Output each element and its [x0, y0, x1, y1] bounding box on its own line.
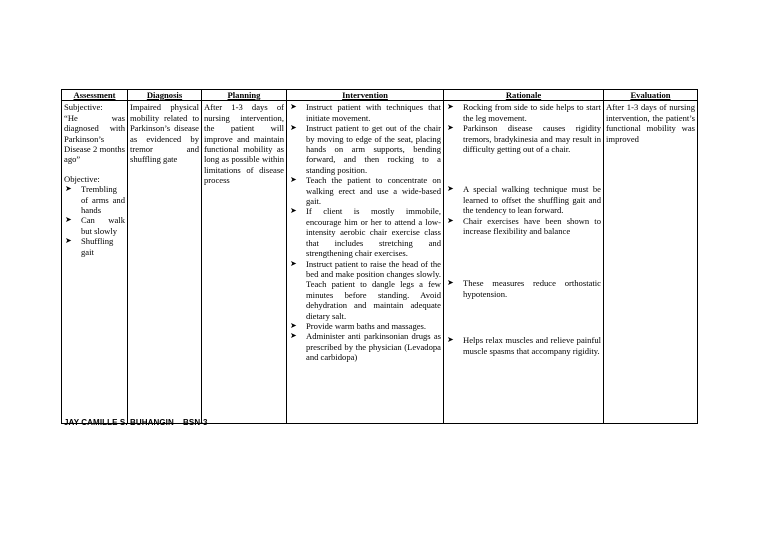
arrow-bullet-icon: ➤ — [290, 258, 297, 268]
list-item: ➤ Chair exercises have been shown to increase flexibility and balance — [447, 215, 601, 237]
list-item: ➤ Parkinson disease causes rigidity tremors, bradykinesia and may result in difficulty getting out of a chair. — [447, 123, 601, 155]
list-item: ➤ Administer anti parkinsonian drugs as prescribed by the physician (Levadopa and carbidopa) — [290, 331, 441, 363]
nursing-care-plan-table — [61, 89, 698, 424]
footer — [64, 418, 208, 427]
list-item: ➤ Trembling of arms and hands — [65, 184, 125, 216]
arrow-bullet-icon: ➤ — [447, 102, 454, 112]
arrow-bullet-icon: ➤ — [290, 102, 297, 112]
arrow-bullet-icon: ➤ — [290, 331, 297, 341]
arrow-bullet-icon: ➤ — [447, 335, 454, 345]
header-evaluation: Evaluation — [604, 90, 698, 101]
list-item: ➤ If client is mostly immobile, encourage him or her to attend a low-intensity aerobic chair exercise class that includes stretching and strengthening chair exercises. — [290, 206, 441, 259]
header-intervention: Intervention — [287, 90, 444, 101]
list-item: ➤ Helps relax muscles and relieve painful muscle spasms that accompany rigidity. — [447, 335, 601, 356]
list-item: ➤ Instruct patient to raise the head of the bed and make position changes slowly. Teach patient to dangle legs a few minutes before standing. Avoid dehydration and maintain adequate dietary salt. — [290, 258, 441, 321]
arrow-bullet-icon: ➤ — [447, 278, 454, 288]
course-label: BSN-3 — [183, 418, 208, 427]
list-item: ➤ These measures reduce orthostatic hypotension. — [447, 278, 601, 299]
arrow-bullet-icon: ➤ — [290, 123, 297, 133]
diagnosis-cell: Impaired physical mobility related to Parkinson’s disease as evidenced by tremor and shuffling gate — [128, 101, 202, 424]
list-item: ➤ Rocking from side to side helps to start the leg movement. — [447, 102, 601, 123]
arrow-bullet-icon: ➤ — [290, 320, 297, 330]
header-rationale: Rationale — [444, 90, 604, 101]
arrow-bullet-icon: ➤ — [290, 175, 297, 185]
list-item: ➤ Teach the patient to concentrate on walking erect and use a wide-based gait. — [290, 175, 441, 207]
objective-label: Objective: — [64, 173, 100, 184]
planning-cell: After 1-3 days of nursing intervention, the patient will improve and maintain functional mobility as long as possible within limitations of disease process — [202, 101, 287, 424]
list-item: ➤ Instruct patient to get out of the chair by moving to edge of the seat, placing hands on arm supports, bending forward, and then rocking to a standing position. — [290, 123, 441, 175]
evaluation-cell: After 1-3 days of nursing intervention, the patient’s functional mobility was improved — [604, 101, 698, 424]
author-name: JAY CAMILLE S. BUHANGIN — [64, 418, 174, 427]
header-diagnosis: Diagnosis — [128, 90, 202, 101]
intervention-list — [289, 102, 441, 362]
header-row — [62, 90, 698, 101]
objective-list — [64, 184, 125, 257]
header-assessment: Assessment — [62, 90, 128, 101]
list-item: ➤ Instruct patient with techniques that initiate movement. — [290, 102, 441, 123]
arrow-bullet-icon: ➤ — [65, 184, 72, 194]
subjective-label: Subjective: — [64, 102, 103, 113]
content-row — [62, 101, 698, 424]
arrow-bullet-icon: ➤ — [65, 215, 72, 225]
arrow-bullet-icon: ➤ — [447, 123, 454, 133]
list-item: ➤ A special walking technique must be learned to offset the shuffling gait and the tendency to lean forward. — [447, 184, 601, 216]
list-item: ➤ Can walk but slowly — [65, 215, 125, 236]
assessment-cell — [62, 101, 128, 424]
arrow-bullet-icon: ➤ — [447, 184, 454, 194]
arrow-bullet-icon: ➤ — [290, 206, 297, 216]
rationale-cell — [444, 101, 604, 424]
rationale-list — [446, 102, 601, 356]
intervention-cell — [287, 101, 444, 424]
list-item: ➤ Shuffling gait — [65, 236, 114, 257]
list-item: ➤ Provide warm baths and massages. — [290, 320, 427, 331]
header-planning: Planning — [202, 90, 287, 101]
arrow-bullet-icon: ➤ — [447, 215, 454, 225]
subjective-text: “He was diagnosed with Parkinson’s Disease 2 months ago” — [64, 112, 125, 165]
arrow-bullet-icon: ➤ — [65, 236, 72, 246]
